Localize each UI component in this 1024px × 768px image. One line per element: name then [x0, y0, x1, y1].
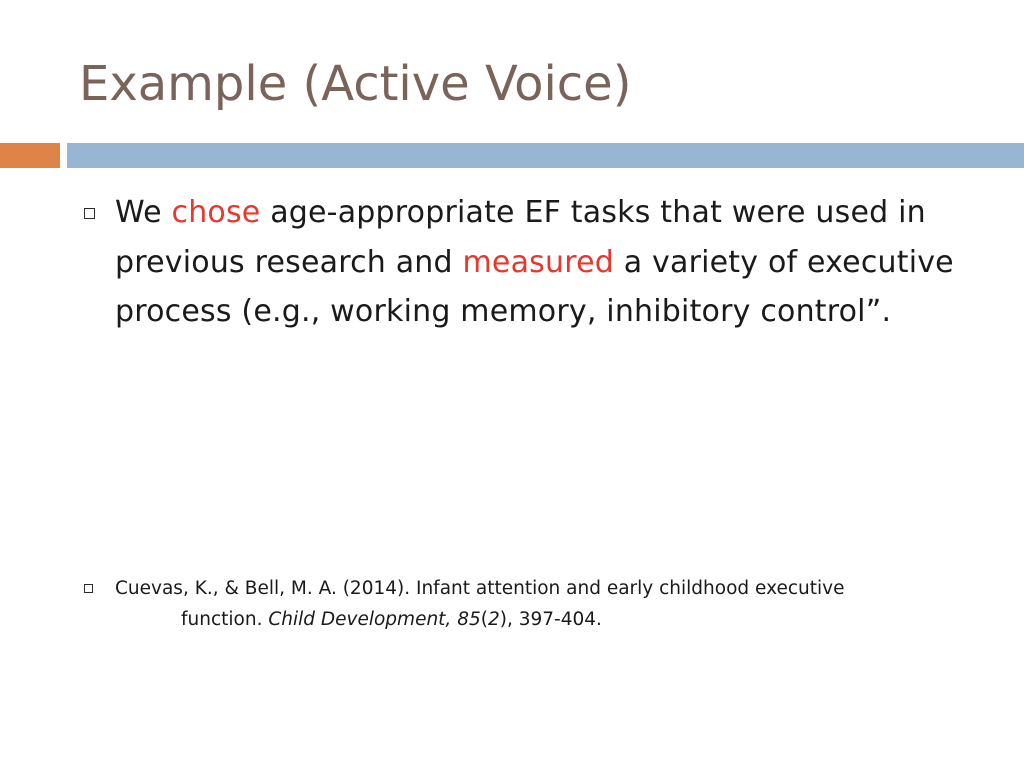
slide-title: Example (Active Voice) — [79, 56, 632, 112]
text-segment: age-appropriate EF tasks that were used in previous research and — [115, 195, 926, 280]
bullet-box-icon — [84, 584, 93, 593]
bullet-box-icon — [84, 208, 95, 219]
journal-volume: 85 — [457, 609, 481, 630]
reference-line-1: Cuevas, K., & Bell, M. A. (2014). Infant attention and early childhood executive — [115, 578, 845, 599]
reference-text: ( — [480, 609, 488, 630]
journal-issue: 2 — [487, 609, 500, 630]
orange-accent-bar — [0, 143, 60, 168]
reference-citation — [115, 573, 995, 635]
text-segment: a variety of executive process (e.g., working memory, inhibitory control”. — [115, 244, 954, 329]
highlighted-verb-measured: measured — [462, 244, 614, 280]
blue-accent-bar — [67, 143, 1024, 168]
reference-line-2 — [115, 604, 995, 635]
journal-pages: , 397-404. — [506, 609, 602, 630]
reference-text: function. — [181, 609, 269, 630]
main-bullet-text — [115, 188, 985, 337]
journal-name: Child Development, — [268, 609, 452, 630]
highlighted-verb-chose: chose — [171, 195, 261, 230]
text-segment: We — [115, 195, 172, 230]
reference-text: ) — [499, 609, 507, 630]
